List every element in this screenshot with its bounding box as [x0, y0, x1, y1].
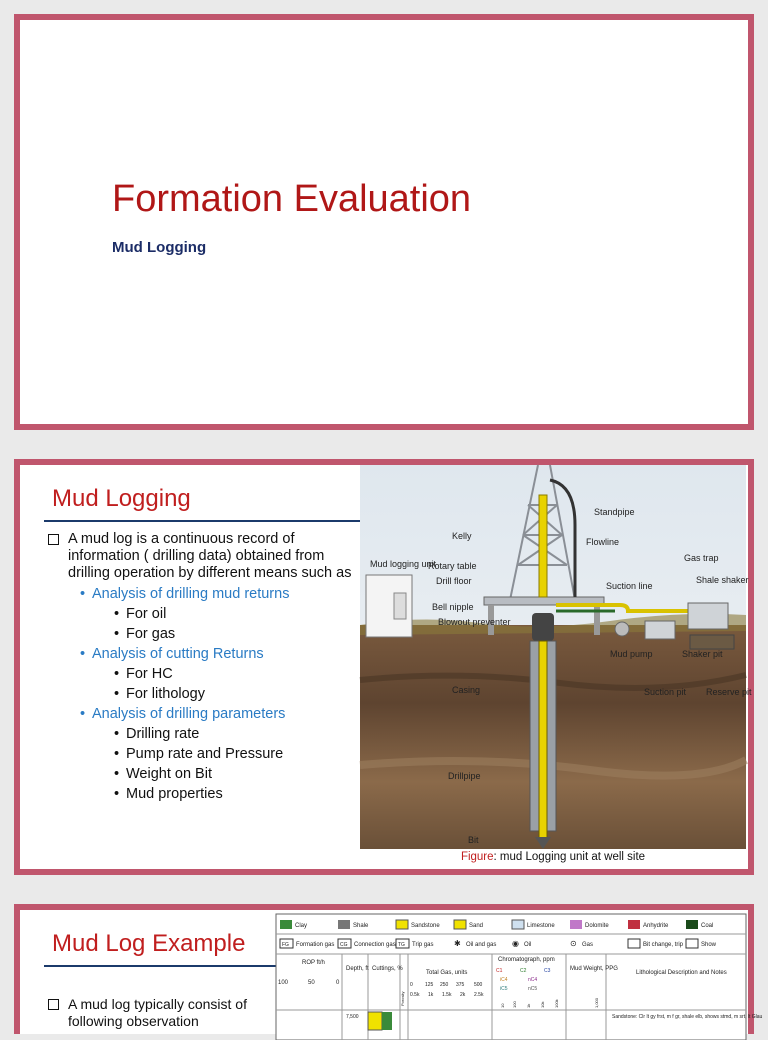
slide-heading: Mud Logging	[52, 485, 191, 512]
show-icon	[686, 939, 698, 948]
gas-tick: 500	[474, 982, 483, 988]
list-item: • Analysis of cutting Returns	[44, 644, 364, 664]
list-item: • Pump rate and Pressure	[44, 744, 364, 764]
legend-coal: Coal	[701, 923, 714, 929]
list-item: • Mud properties	[44, 784, 364, 804]
species-label: C2	[520, 968, 527, 974]
reserve-pit	[690, 635, 734, 649]
bit-change-icon	[628, 939, 640, 948]
legend-bit-change: Bit change, trip	[643, 942, 684, 948]
log-frame	[276, 914, 746, 1040]
label-kelly: Kelly	[452, 531, 472, 541]
legend-sandstone: Sandstone	[411, 923, 440, 929]
legend-tag-fg-text: FG	[282, 942, 289, 948]
intro-text: A mud log typically consist of following observation	[68, 996, 247, 1029]
legend-swatch-limestone	[512, 920, 524, 929]
gas-tick: 125	[425, 982, 434, 988]
label-suction-line: Suction line	[606, 581, 653, 591]
intro-bullet	[44, 531, 364, 582]
oil-and-gas-icon: ✱	[454, 939, 461, 948]
species-label: iC5	[500, 986, 508, 992]
bullet-list	[44, 531, 364, 804]
legend-anhydrite: Anhydrite	[643, 923, 669, 929]
gas-tick: 2k	[460, 992, 466, 998]
legend-sand: Sand	[469, 923, 484, 929]
slide-heading: Mud Log Example	[52, 930, 246, 957]
legend-oil: Oil	[524, 942, 532, 948]
col-cuttings: Cuttings, %	[372, 966, 403, 972]
col-lithology: Lithological Description and Notes	[636, 970, 727, 976]
checkbox-bullet-icon	[48, 999, 59, 1010]
chromatograph-tick: 10	[500, 1003, 505, 1008]
label-mud-logging-unit: Mud logging unit	[370, 559, 437, 569]
legend-tag-cg-text: CG	[340, 942, 348, 948]
col-mud-weight: Mud Weight, PPG	[570, 966, 618, 972]
col-total-gas: Total Gas, units	[426, 970, 468, 976]
label-suction-pit: Suction pit	[644, 687, 687, 697]
col-porosity: Porosity	[400, 991, 405, 1006]
mud-log-example-slide	[14, 904, 763, 1034]
legend-swatch-sandstone	[396, 920, 408, 929]
label-standpipe: Standpipe	[594, 507, 635, 517]
list-item: • Analysis of drilling mud returns	[44, 584, 364, 604]
suction-pit	[645, 621, 675, 639]
list-item: • Analysis of drilling parameters	[44, 704, 364, 724]
mud-log-chart	[276, 914, 763, 1040]
label-rotary-table: Rotary table	[428, 561, 477, 571]
label-shale-shaker: Shale shaker	[696, 575, 749, 585]
checkbox-bullet-icon	[48, 534, 59, 545]
caption-text: : mud Logging unit at well site	[493, 851, 646, 863]
legend-swatch-coal	[686, 920, 698, 929]
unit-door	[394, 593, 406, 619]
slide-title: Formation Evaluation	[112, 178, 472, 220]
heading-divider	[44, 965, 284, 967]
label-drillpipe: Drillpipe	[448, 771, 481, 781]
depth-value: 7,500	[346, 1014, 359, 1020]
rop-tick: 100	[278, 980, 289, 986]
legend-show: Show	[701, 942, 717, 948]
label-shaker-pit: Shaker pit	[682, 649, 723, 659]
species-label: nC5	[528, 986, 538, 992]
slide-subtitle: Mud Logging	[112, 239, 207, 256]
species-label: iC4	[500, 977, 508, 983]
label-drill-floor: Drill floor	[436, 576, 472, 586]
legend-swatch-shale	[338, 920, 350, 929]
blowout-preventer	[532, 613, 554, 641]
legend-shale: Shale	[353, 923, 369, 929]
legend-trip-gas: Trip gas	[412, 942, 434, 948]
chromatograph-tick: 100	[512, 1001, 517, 1008]
label-bit: Bit	[468, 835, 479, 845]
legend-swatch-dolomite	[570, 920, 582, 929]
legend-gas: Gas	[582, 942, 594, 948]
legend-limestone: Limestone	[527, 923, 555, 929]
col-depth: Depth, ft	[346, 966, 369, 972]
gas-tick: 0	[410, 982, 413, 988]
label-mud-pump: Mud pump	[610, 649, 653, 659]
caption-label: Figure	[460, 851, 494, 863]
col-chromatograph: Chromatograph, ppm	[498, 957, 555, 963]
intro-text: A mud log is a continuous record of information ( drilling data) obtained from drilling operation by different means such as	[68, 531, 352, 581]
legend-clay: Clay	[295, 923, 308, 929]
chromatograph-tick: 100k	[554, 999, 559, 1008]
label-casing: Casing	[452, 685, 481, 695]
legend-dolomite: Dolomite	[585, 923, 609, 929]
gas-tick: 375	[456, 982, 465, 988]
species-label: C1	[496, 968, 503, 974]
label-blowout-preventer: Blowout preventer	[438, 617, 511, 627]
oil-icon: ◉	[512, 939, 519, 948]
legend-swatch-clay	[280, 920, 292, 929]
legend-connection-gas: Connection gas	[354, 942, 396, 948]
chromatograph-tick: 1k	[526, 1003, 531, 1008]
legend-tag-tg-text: TG	[398, 942, 405, 948]
label-reserve-pit: Reserve pit	[706, 687, 752, 697]
mud-weight-value: 1,000	[594, 997, 599, 1008]
intro-bullet	[44, 996, 284, 1032]
species-label: C3	[544, 968, 551, 974]
cuttings-column	[382, 1012, 392, 1030]
list-item: • Weight on Bit	[44, 764, 364, 784]
figure-caption	[360, 851, 746, 863]
list-item: • For lithology	[44, 684, 364, 704]
list-item: • For oil	[44, 604, 364, 624]
gas-tick: 2.5k	[474, 992, 484, 998]
legend-formation-gas: Formation gas	[296, 942, 335, 948]
legend-swatch-anhydrite	[628, 920, 640, 929]
col-rop: ROP ft/h	[302, 960, 325, 966]
gas-icon: ⊙	[570, 939, 577, 948]
legend-oil-and-gas: Oil and gas	[466, 942, 497, 948]
label-gas-trap: Gas trap	[684, 553, 719, 563]
lithology-note: Sandstone: Clr lt gy frst, m f gr, shale elb, shows stmd, m srt, lt Glau	[612, 1014, 763, 1020]
label-bell-nipple: Bell nipple	[432, 602, 474, 612]
shale-shaker	[688, 603, 728, 629]
cuttings-column	[368, 1012, 382, 1030]
rop-tick: 50	[308, 980, 315, 986]
mud-pump	[615, 622, 629, 636]
gas-tick: 250	[440, 982, 449, 988]
chromatograph-tick: 10k	[540, 1001, 545, 1008]
list-item: • For HC	[44, 664, 364, 684]
well-site-figure	[360, 465, 752, 849]
legend-swatch-sand	[454, 920, 466, 929]
drillpipe	[539, 641, 547, 841]
gas-tick: 1k	[428, 992, 434, 998]
list-item: • For gas	[44, 624, 364, 644]
list-item: • Drilling rate	[44, 724, 364, 744]
label-flowline: Flowline	[586, 537, 620, 547]
heading-divider	[44, 520, 364, 522]
mud-logging-slide	[14, 459, 754, 875]
kelly	[539, 495, 547, 597]
gas-tick: 1.5k	[442, 992, 452, 998]
species-label: nC4	[528, 977, 538, 983]
gas-tick: 0.5k	[410, 992, 420, 998]
rop-tick: 0	[336, 980, 340, 986]
title-slide	[14, 14, 754, 430]
